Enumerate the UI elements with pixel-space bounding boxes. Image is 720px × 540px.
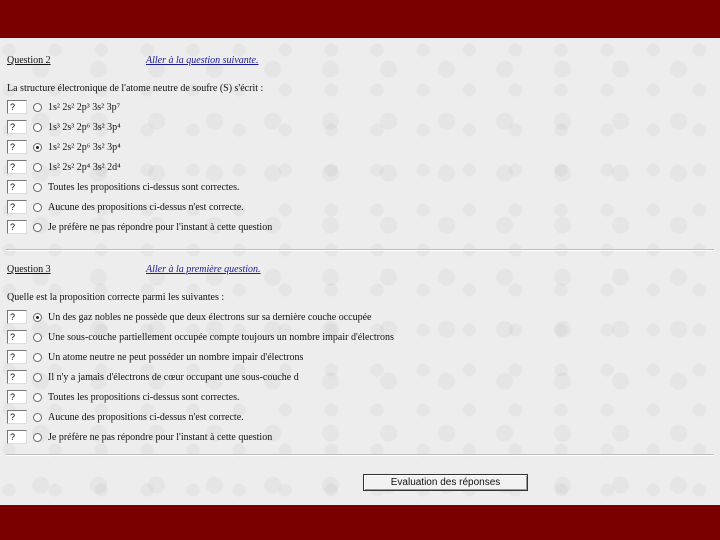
question-2-label: Question 2	[7, 55, 51, 66]
q2-radio-4[interactable]	[33, 163, 42, 172]
q3-radio-5[interactable]	[33, 393, 42, 402]
q2-option-row	[7, 139, 121, 155]
q3-option-5: Toutes les propositions ci-dessus sont correctes.	[48, 391, 240, 403]
q2-option-6: Aucune des propositions ci-dessus n'est correcte.	[48, 201, 244, 213]
q3-option-7: Je préfère ne pas répondre pour l'instant à cette question	[48, 431, 273, 443]
q3-option-row	[7, 429, 272, 445]
bottom-band	[0, 505, 720, 540]
q3-radio-3[interactable]	[33, 353, 42, 362]
q3-answer-field-4[interactable]: ?	[7, 370, 27, 384]
bottom-separator	[6, 454, 714, 456]
q3-radio-1[interactable]	[33, 313, 42, 322]
q2-option-row	[7, 159, 121, 175]
q3-option-row	[7, 309, 371, 325]
q2-answer-field-2[interactable]: ?	[7, 120, 27, 134]
q2-option-7: Je préfère ne pas répondre pour l'instant à cette question	[48, 221, 273, 233]
q2-option-row	[7, 219, 272, 235]
q2-answer-field-7[interactable]: ?	[7, 220, 27, 234]
q2-option-4: 1s² 2s² 2p⁴ 3s² 2d⁴	[48, 161, 121, 173]
q2-answer-field-4[interactable]: ?	[7, 160, 27, 174]
q3-answer-field-7[interactable]: ?	[7, 430, 27, 444]
q3-option-6: Aucune des propositions ci-dessus n'est correcte.	[48, 411, 244, 423]
q3-option-1: Un des gaz nobles ne possède que deux électrons sur sa dernière couche occupée	[48, 311, 372, 323]
quiz-page	[0, 38, 720, 505]
q3-answer-field-3[interactable]: ?	[7, 350, 27, 364]
question-3-header	[7, 264, 261, 275]
q2-option-5: Toutes les propositions ci-dessus sont correctes.	[48, 181, 240, 193]
q2-answer-field-5[interactable]: ?	[7, 180, 27, 194]
q3-answer-field-2[interactable]: ?	[7, 330, 27, 344]
q2-radio-3[interactable]	[33, 143, 42, 152]
q2-radio-1[interactable]	[33, 103, 42, 112]
q2-answer-field-6[interactable]: ?	[7, 200, 27, 214]
q3-option-row	[7, 369, 299, 385]
q2-answer-field-1[interactable]: ?	[7, 100, 27, 114]
q3-option-row	[7, 409, 244, 425]
q2-option-1: 1s² 2s² 2p³ 3s² 3p⁷	[48, 101, 121, 113]
top-band	[0, 0, 720, 38]
q2-option-row	[7, 119, 121, 135]
question-separator	[6, 249, 714, 251]
q2-radio-5[interactable]	[33, 183, 42, 192]
q2-option-row	[7, 199, 244, 215]
q3-option-4: Il n'y a jamais d'électrons de cœur occupant une sous-couche d	[48, 371, 299, 383]
question-2-prompt: La structure électronique de l'atome neutre de soufre (S) s'écrit :	[7, 83, 264, 94]
q3-option-row	[7, 389, 240, 405]
q2-radio-6[interactable]	[33, 203, 42, 212]
q3-option-row	[7, 349, 303, 365]
q3-answer-field-1[interactable]: ?	[7, 310, 27, 324]
q3-answer-field-5[interactable]: ?	[7, 390, 27, 404]
q3-option-2: Une sous-couche partiellement occupée compte toujours un nombre impair d'électrons	[48, 331, 394, 343]
q3-radio-7[interactable]	[33, 433, 42, 442]
question-3-prompt: Quelle est la proposition correcte parmi les suivantes :	[7, 292, 225, 303]
q2-option-row	[7, 179, 240, 195]
evaluate-answers-button[interactable]: Evaluation des réponses	[363, 474, 528, 491]
goto-next-question-link[interactable]: Aller à la question suivante.	[146, 55, 259, 66]
goto-first-question-link[interactable]: Aller à la première question.	[146, 264, 261, 275]
q2-radio-2[interactable]	[33, 123, 42, 132]
question-3-label: Question 3	[7, 264, 51, 275]
question-2-header	[7, 55, 259, 66]
q2-option-3: 1s² 2s² 2p⁶ 3s² 3p⁴	[48, 141, 121, 153]
q3-option-3: Un atome neutre ne peut posséder un nombre impair d'électrons	[48, 351, 304, 363]
q3-answer-field-6[interactable]: ?	[7, 410, 27, 424]
q2-radio-7[interactable]	[33, 223, 42, 232]
q2-option-2: 1s³ 2s³ 2p⁶ 3s² 3p⁴	[48, 121, 121, 133]
q2-option-row	[7, 99, 120, 115]
q3-option-row	[7, 329, 394, 345]
q3-radio-6[interactable]	[33, 413, 42, 422]
q2-answer-field-3[interactable]: ?	[7, 140, 27, 154]
q3-radio-2[interactable]	[33, 333, 42, 342]
q3-radio-4[interactable]	[33, 373, 42, 382]
